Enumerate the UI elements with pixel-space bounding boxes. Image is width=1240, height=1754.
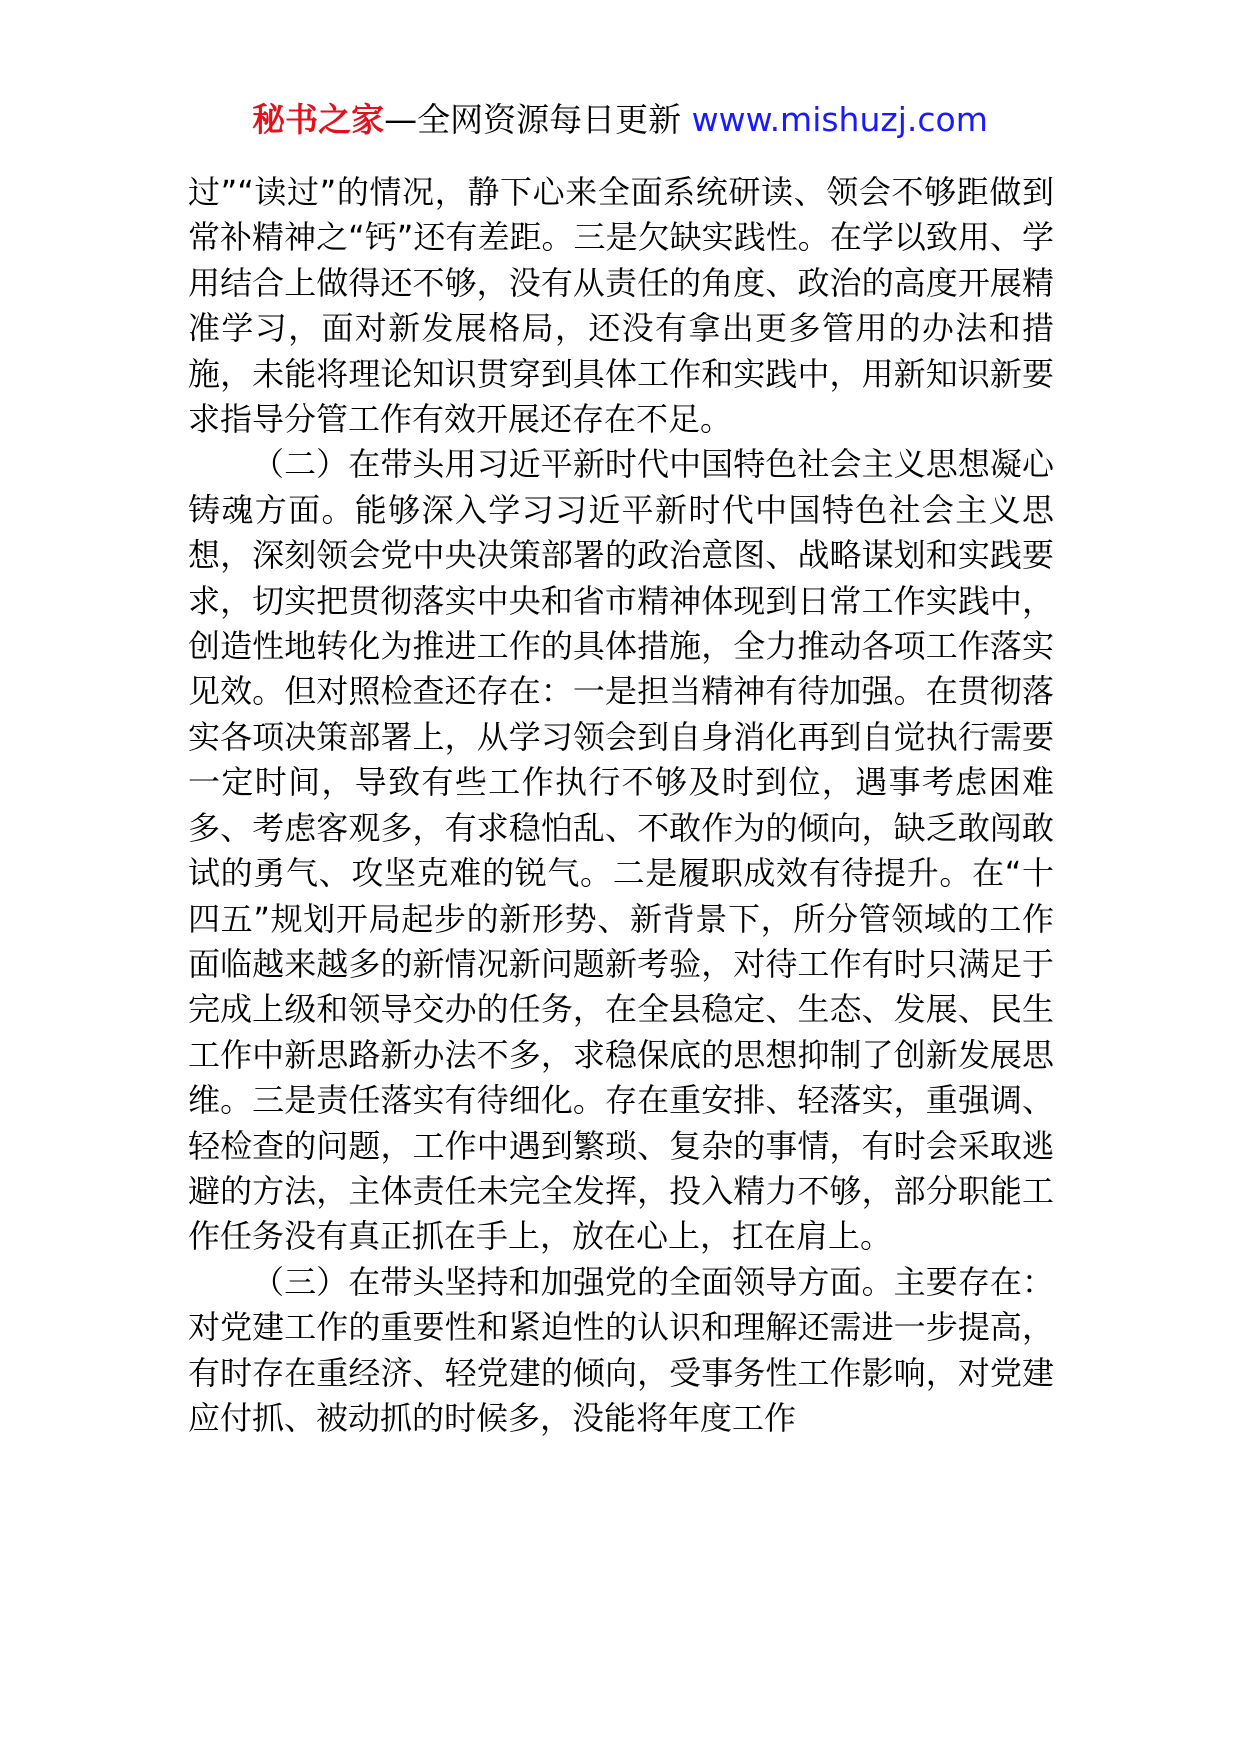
page-header (0, 96, 1240, 144)
paragraph-section-three: （三）在带头坚持和加强党的全面领导方面。主要存在：对党建工作的重要性和紧迫性的认识和理解还需进一步提高，有时存在重经济、轻党建的倾向，受事务性工作影响，对党建应付抓、被动抓的时候多，没能将年度工作 (188, 1262, 1054, 1437)
header-tagline: —全网资源每日更新 (384, 100, 682, 139)
document-body (188, 170, 1054, 1441)
paragraph-continuation: 过”“读过”的情况，静下心来全面系统研读、领会不够距做到常补精神之“钙”还有差距。三是欠缺实践性。在学以致用、学用结合上做得还不够，没有从责任的角度、政治的高度开展精准学习，面对新发展格局，还没有拿出更多管用的办法和措施，未能将理论知识贯穿到具体工作和实践中，用新知识新要求指导分管工作有效开展还存在不足。 (188, 173, 1054, 439)
brand-name: 秘书之家 (252, 100, 385, 139)
paragraph-section-two: （二）在带头用习近平新时代中国特色社会主义思想凝心铸魂方面。能够深入学习习近平新时代中国特色社会主义思想，深刻领会党中央决策部署的政治意图、战略谋划和实践要求，切实把贯彻落实中央和省市精神体现到日常工作实践中，创造性地转化为推进工作的具体措施，全力推动各项工作落实见效。但对照检查还存在：一是担当精神有待加强。在贯彻落实各项决策部署上，从学习领会到自身消化再到自觉执行需要一定时间，导致有些工作执行不够及时到位，遇事考虑困难多、考虑客观多，有求稳怕乱、不敢作为的倾向，缺乏敢闯敢试的勇气、攻坚克难的锐气。二是履职成效有待提升。在“十四五”规划开局起步的新形势、新背景下，所分管领域的工作面临越来越多的新情况新问题新考验，对待工作有时只满足于完成上级和领导交办的任务，在全县稳定、生态、发展、民生工作中新思路新办法不多，求稳保底的思想抑制了创新发展思维。三是责任落实有待细化。存在重安排、轻落实，重强调、轻检查的问题，工作中遇到繁琐、复杂的事情，有时会采取逃避的方法，主体责任未完全发挥，投入精力不够，部分职能工作任务没有真正抓在手上，放在心上，扛在肩上。 (188, 445, 1054, 1256)
site-url-link[interactable]: www.mishuzj.com (691, 100, 988, 139)
